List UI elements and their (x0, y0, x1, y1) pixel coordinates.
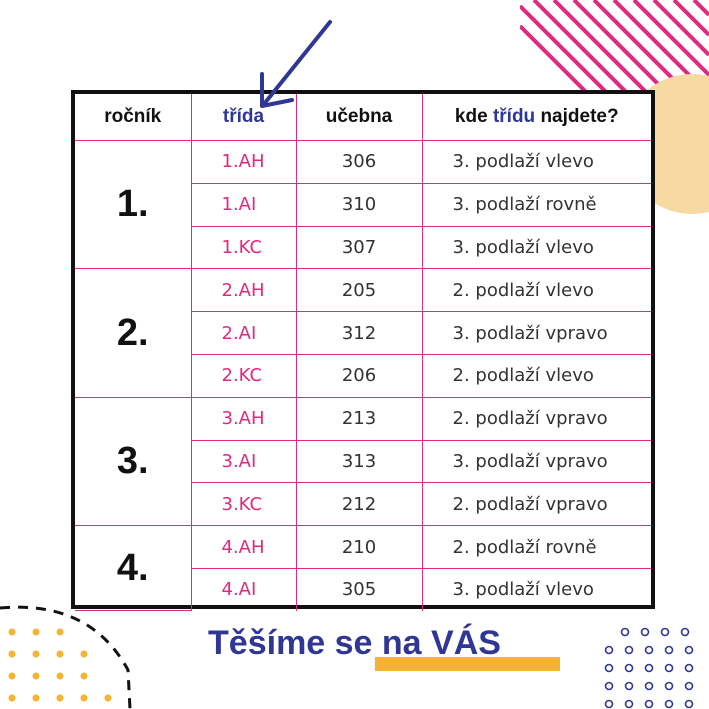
location-cell: 3. podlaží vpravo (422, 312, 651, 355)
grade-cell: 4. (75, 526, 191, 611)
room-cell: 205 (296, 269, 422, 312)
location-cell: 3. podlaží vpravo (422, 440, 651, 483)
footer-slogan: Těšíme se na VÁS (208, 624, 501, 662)
table-row (75, 141, 651, 184)
header-where-prefix: kde (454, 106, 493, 127)
header-where-suffix: najdete? (535, 106, 619, 127)
header-class: třída (191, 94, 296, 141)
class-cell: 1.AI (191, 183, 296, 226)
header-where (422, 94, 651, 141)
grade-cell: 2. (75, 269, 191, 397)
location-cell: 3. podlaží vlevo (422, 226, 651, 269)
room-cell: 206 (296, 354, 422, 397)
class-cell: 4.AI (191, 568, 296, 610)
class-grid (75, 94, 651, 611)
room-cell: 305 (296, 568, 422, 610)
class-cell: 1.KC (191, 226, 296, 269)
location-cell: 2. podlaží rovně (422, 526, 651, 569)
class-cell: 3.AH (191, 397, 296, 440)
location-cell: 2. podlaží vlevo (422, 269, 651, 312)
location-cell: 2. podlaží vlevo (422, 354, 651, 397)
class-cell: 2.AH (191, 269, 296, 312)
table-header-row (75, 94, 651, 141)
room-cell: 310 (296, 183, 422, 226)
room-cell: 312 (296, 312, 422, 355)
class-cell: 3.AI (191, 440, 296, 483)
location-cell: 2. podlaží vpravo (422, 397, 651, 440)
header-where-highlight: třídu (492, 106, 536, 127)
class-cell: 2.KC (191, 354, 296, 397)
room-cell: 213 (296, 397, 422, 440)
class-cell: 1.AH (191, 141, 296, 184)
room-cell: 212 (296, 483, 422, 526)
class-cell: 3.KC (191, 483, 296, 526)
location-cell: 2. podlaží vpravo (422, 483, 651, 526)
class-cell: 4.AH (191, 526, 296, 569)
grade-cell: 3. (75, 397, 191, 525)
header-grade: ročník (75, 94, 191, 141)
room-cell: 307 (296, 226, 422, 269)
class-table (71, 90, 655, 609)
location-cell: 3. podlaží rovně (422, 183, 651, 226)
location-cell: 3. podlaží vlevo (422, 568, 651, 610)
table-row (75, 269, 651, 312)
table-row (75, 526, 651, 569)
room-cell: 306 (296, 141, 422, 184)
room-cell: 210 (296, 526, 422, 569)
table-row (75, 397, 651, 440)
grade-cell: 1. (75, 141, 191, 269)
location-cell: 3. podlaží vlevo (422, 141, 651, 184)
arrow-icon (240, 18, 340, 113)
header-room: učebna (296, 94, 422, 141)
class-cell: 2.AI (191, 312, 296, 355)
room-cell: 313 (296, 440, 422, 483)
